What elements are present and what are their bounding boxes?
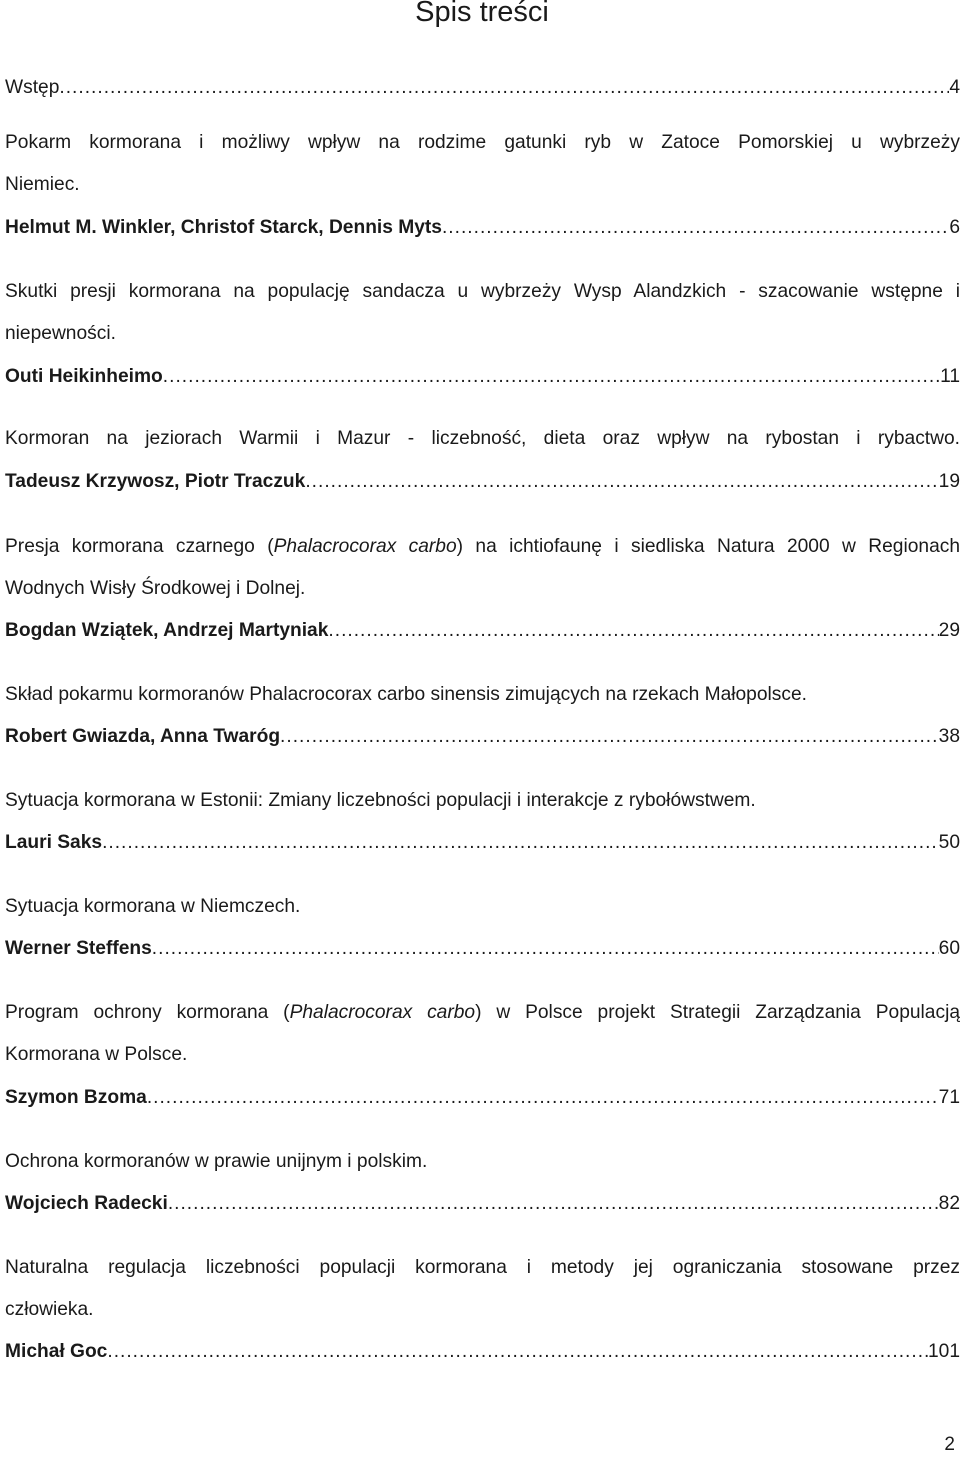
entry-title-line: człowieka. bbox=[5, 1299, 94, 1320]
entry-title-line: Skład pokarmu kormoranów Phalacrocorax carbo sinensis zimujących na rzekach Małopolsce. bbox=[5, 684, 807, 705]
entry-authors: Helmut M. Winkler, Christof Starck, Dennis Myts bbox=[5, 217, 442, 238]
toc-page-number: 4 bbox=[949, 77, 960, 98]
title-text: Presja kormorana czarnego ( bbox=[5, 536, 274, 557]
entry-authors: Michał Goc bbox=[5, 1341, 108, 1362]
entry-title-line: Kormorana w Polsce. bbox=[5, 1044, 188, 1065]
page-title: Spis treści bbox=[415, 0, 549, 28]
entry-title-line: Sytuacja kormorana w Niemczech. bbox=[5, 896, 301, 917]
title-text: ) w Polsce projekt Strategii Zarządzania Populacją bbox=[475, 1002, 960, 1023]
title-text: Program ochrony kormorana ( bbox=[5, 1002, 290, 1023]
page-number: 2 bbox=[944, 1434, 955, 1455]
toc-intro-label: Wstęp bbox=[5, 77, 60, 98]
entry-title-line bbox=[5, 1001, 960, 1025]
entry-title-line: Niemiec. bbox=[5, 174, 80, 195]
leader-dots bbox=[102, 831, 939, 855]
entry-authors: Tadeusz Krzywosz, Piotr Traczuk bbox=[5, 471, 306, 492]
toc-page-number: 29 bbox=[938, 620, 960, 641]
entry-authors: Werner Steffens bbox=[5, 938, 152, 959]
leader-dots bbox=[328, 619, 938, 643]
leader-dots bbox=[107, 1340, 928, 1364]
leader-dots bbox=[442, 216, 949, 240]
entry-authors: Bogdan Wziątek, Andrzej Martyniak bbox=[5, 620, 329, 641]
toc-page-number: 60 bbox=[938, 938, 960, 959]
toc-page-number: 101 bbox=[927, 1341, 960, 1362]
entry-title-line: Skutki presji kormorana na populację sandacza u wybrzeży Wysp Alandzkich - szacowanie wstępne i bbox=[5, 281, 960, 302]
toc-page-number: 6 bbox=[949, 217, 960, 238]
leader-dots bbox=[163, 365, 940, 389]
title-text: ) na ichtiofaunę i siedliska Natura 2000 w Regionach bbox=[456, 536, 960, 557]
leader-dots bbox=[305, 470, 938, 494]
entry-title-line: Naturalna regulacja liczebności populacji kormorana i metody jej ograniczania stosowane przez bbox=[5, 1257, 960, 1278]
entry-title-line: niepewności. bbox=[5, 323, 116, 344]
toc-page-number: 19 bbox=[938, 471, 960, 492]
toc-entry[interactable] bbox=[5, 1086, 960, 1110]
entry-title-line: Sytuacja kormorana w Estonii: Zmiany liczebności populacji i interakcje z rybołówstwem. bbox=[5, 790, 756, 811]
entry-title-line: Pokarm kormorana i możliwy wpływ na rodzime gatunki ryb w Zatoce Pomorskiej u wybrzeży bbox=[5, 132, 960, 153]
leader-dots bbox=[152, 937, 939, 961]
toc-page-number: 38 bbox=[938, 726, 960, 747]
toc-entry[interactable] bbox=[5, 831, 960, 855]
entry-authors: Outi Heikinheimo bbox=[5, 366, 163, 387]
species-name: Phalacrocorax carbo bbox=[273, 536, 457, 557]
leader-dots bbox=[147, 1086, 939, 1110]
toc-page-number: 50 bbox=[938, 832, 960, 853]
leader-dots bbox=[280, 725, 939, 749]
entry-title-line: Kormoran na jeziorach Warmii i Mazur - liczebność, dieta oraz wpływ na rybostan i rybactwo. bbox=[5, 428, 960, 449]
toc-page-number: 82 bbox=[938, 1193, 960, 1214]
toc-entry[interactable] bbox=[5, 937, 960, 961]
species-name: Phalacrocorax carbo bbox=[289, 1002, 476, 1023]
entry-title-line: Wodnych Wisły Środkowej i Dolnej. bbox=[5, 578, 306, 599]
toc-entry[interactable] bbox=[5, 1340, 960, 1364]
toc-page-number: 71 bbox=[938, 1087, 960, 1108]
toc-entry[interactable] bbox=[5, 365, 960, 389]
entry-authors: Szymon Bzoma bbox=[5, 1087, 147, 1108]
toc-page-number: 11 bbox=[940, 366, 960, 387]
toc-entry[interactable] bbox=[5, 216, 960, 240]
entry-authors: Wojciech Radecki bbox=[5, 1193, 168, 1214]
entry-authors: Robert Gwiazda, Anna Twaróg bbox=[5, 726, 281, 747]
toc-entry[interactable] bbox=[5, 1192, 960, 1216]
toc-intro[interactable] bbox=[5, 76, 960, 100]
leader-dots bbox=[168, 1192, 939, 1216]
toc-entry[interactable] bbox=[5, 619, 960, 643]
entry-authors: Lauri Saks bbox=[5, 832, 103, 853]
toc-entry[interactable] bbox=[5, 725, 960, 749]
leader-dots bbox=[59, 76, 949, 100]
entry-title-line bbox=[5, 535, 960, 559]
entry-title-line: Ochrona kormoranów w prawie unijnym i polskim. bbox=[5, 1151, 428, 1172]
toc-entry[interactable] bbox=[5, 470, 960, 494]
